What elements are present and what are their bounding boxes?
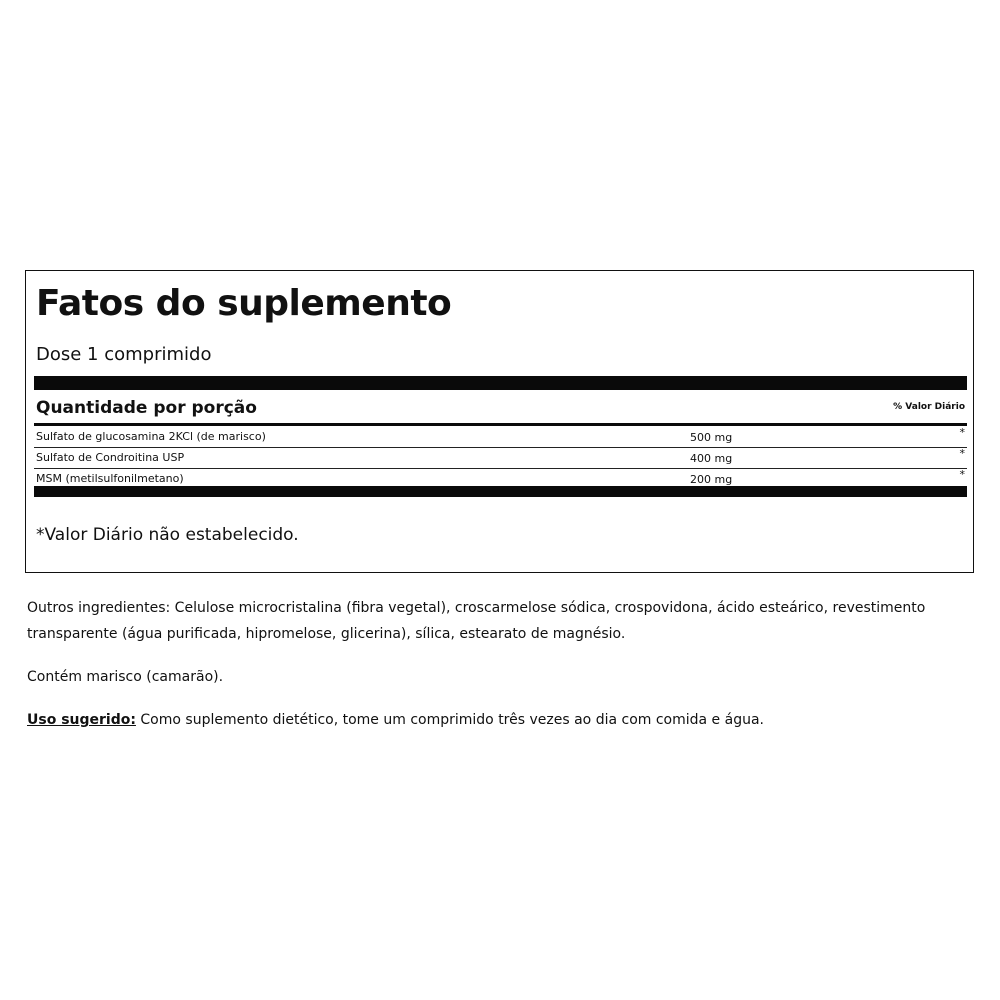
amount-per-serving-header: Quantidade por porção [36,398,257,418]
nutrient-row [34,448,967,469]
nutrient-daily-value: * [959,468,965,481]
thick-divider-bottom [34,486,967,497]
allergen-statement: Contém marisco (camarão). [27,669,224,685]
nutrient-daily-value: * [959,426,965,439]
nutrient-amount: 400 mg [690,452,733,465]
other-ingredients: Outros ingredientes: Celulose microcristalina (fibra vegetal), croscarmelose sódica, crospovidona, ácido esteárico, revestimento transparente (água purificada, hipromelose, glicerina), sílica, estearato de magnésio. [27,600,926,642]
suggested-use-label: Uso sugerido: [27,712,136,728]
nutrient-daily-value: * [959,447,965,460]
daily-value-footnote: *Valor Diário não estabelecido. [36,525,299,545]
nutrient-amount: 500 mg [690,431,733,444]
medium-divider [34,423,967,426]
panel-title: Fatos do suplemento [36,283,452,324]
daily-value-header: % Valor Diário [893,402,965,412]
supplement-facts-panel [25,270,974,573]
nutrient-amount: 200 mg [690,473,733,486]
nutrient-name: Sulfato de Condroitina USP [36,451,185,464]
thick-divider-top [34,376,967,390]
suggested-use [27,707,977,733]
serving-size: Dose 1 comprimido [36,344,212,365]
nutrient-row [34,427,967,448]
nutrient-name: Sulfato de glucosamina 2KCl (de marisco) [36,430,266,443]
nutrient-name: MSM (metilsulfonilmetano) [36,472,184,485]
suggested-use-text: Como suplemento dietético, tome um comprimido três vezes ao dia com comida e água. [135,712,764,728]
